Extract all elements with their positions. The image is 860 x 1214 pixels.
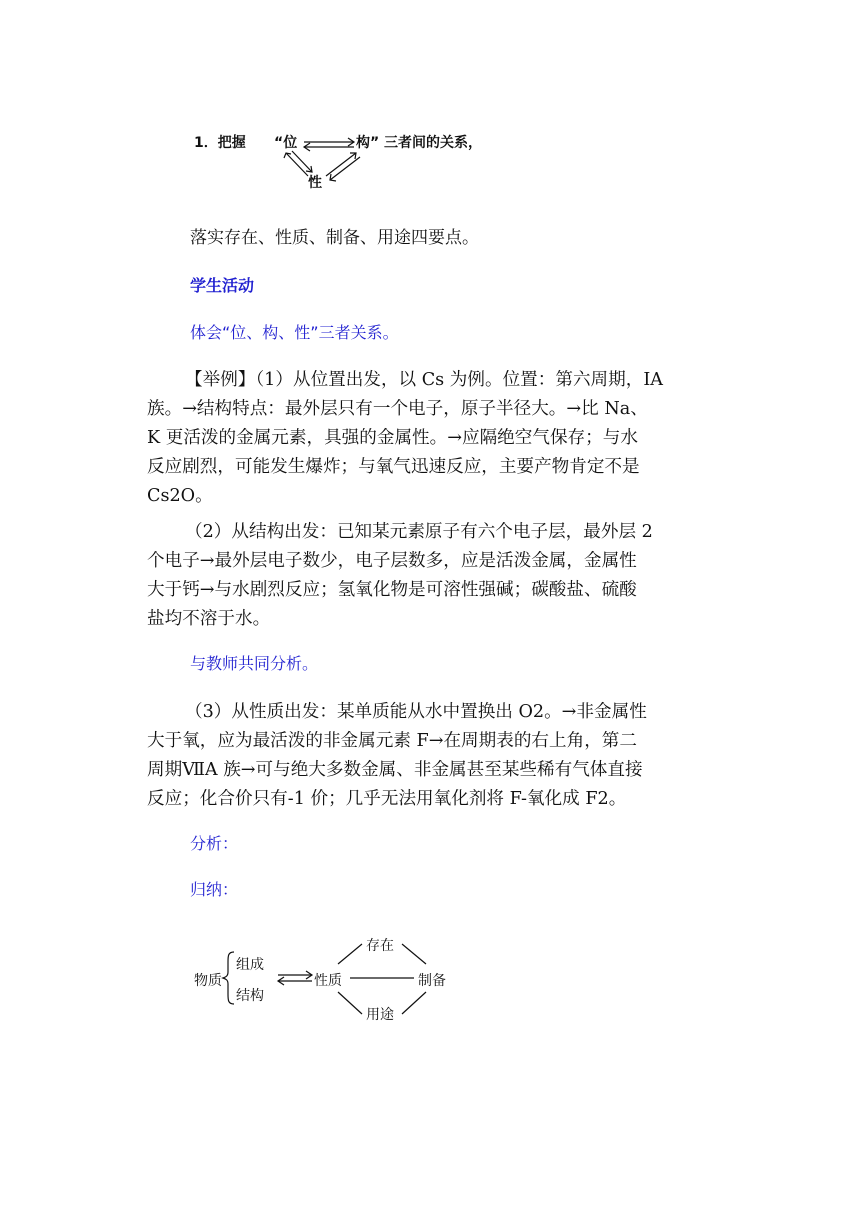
figure2-yongtu: 用途	[366, 1007, 394, 1023]
line-tihui: 体会“位、构、性”三者关系。	[190, 323, 399, 342]
example-p2-line-2: 个电子→最外层电子数少，电子层数多，应是活泼金属，金属性	[147, 551, 637, 571]
example-p1-line-4: 反应剧烈，可能发生爆炸；与氧气迅速反应，主要产物肯定不是	[147, 457, 640, 477]
figure2-jiegou: 结构	[236, 988, 264, 1004]
line-gongtong: 与教师共同分析。	[190, 654, 319, 673]
figure1-label: 1．把握	[194, 135, 246, 151]
example-p3-line-2: 大于氧，应为最活泼的非金属元素 F→在周期表的右上角，第二	[147, 731, 637, 751]
example-p2-line-3: 大于钙→与水剧烈反应；氢氧化物是可溶性强碱；碳酸盐、硫酸	[147, 580, 637, 600]
example-p1-line-3: K 更活泼的金属元素，具强的金属性。→应隔绝空气保存；与水	[147, 428, 638, 448]
line-guina: 归纳：	[190, 880, 239, 899]
example-bracket-label: 【举例】	[185, 370, 256, 390]
example-p3-line-1: （3）从性质出发：某单质能从水中置换出 O2。→非金属性	[185, 702, 647, 722]
figure1-node-wei: “位	[274, 135, 298, 151]
example-paragraph-3	[147, 698, 713, 814]
example-p3-line-3: 周期ⅦA 族→可与绝大多数金属、非金属甚至某些稀有气体直接	[147, 760, 643, 780]
figure2-zucheng: 组成	[236, 957, 264, 973]
example-paragraph-1	[147, 366, 713, 511]
example-p1-line-2: 族。→结构特点：最外层只有一个电子，原子半径大。→比 Na、	[147, 399, 648, 419]
figure2-cunzai: 存在	[366, 938, 394, 954]
figure2-zhibei: 制备	[418, 973, 446, 989]
heading-student-activity: 学生活动	[190, 276, 255, 295]
example-p3-line-4: 反应；化合价只有-1 价；几乎无法用氧化剂将 F-氧化成 F2。	[147, 789, 627, 809]
example-p1-line-5: Cs2O。	[147, 486, 213, 506]
figure1-node-xing: 性	[308, 175, 322, 191]
figure2-lines	[188, 930, 458, 1026]
summary-figure-2	[188, 930, 458, 1026]
figure2-wuzhi: 物质	[194, 973, 222, 989]
figure2-xingzhi: 性质	[314, 973, 342, 989]
figure1-node-gou: 构”	[356, 135, 380, 151]
example-paragraph-2	[147, 518, 713, 634]
example-p2-line-1: （2）从结构出发：已知某元素原子有六个电子层，最外层 2	[185, 522, 653, 542]
line-luoshi: 落实存在、性质、制备、用途四要点。	[190, 228, 479, 248]
example-p1-line-1: 【举例】（1）从位置出发，以 Cs 为例。位置：第六周期，IA	[185, 370, 663, 390]
figure1-arrows	[188, 126, 508, 198]
relationship-figure-1	[188, 126, 508, 198]
figure1-tail: 三者间的关系，	[384, 135, 482, 151]
line-fenxi: 分析：	[190, 834, 239, 853]
example-p2-line-4: 盐均不溶于水。	[147, 609, 271, 629]
